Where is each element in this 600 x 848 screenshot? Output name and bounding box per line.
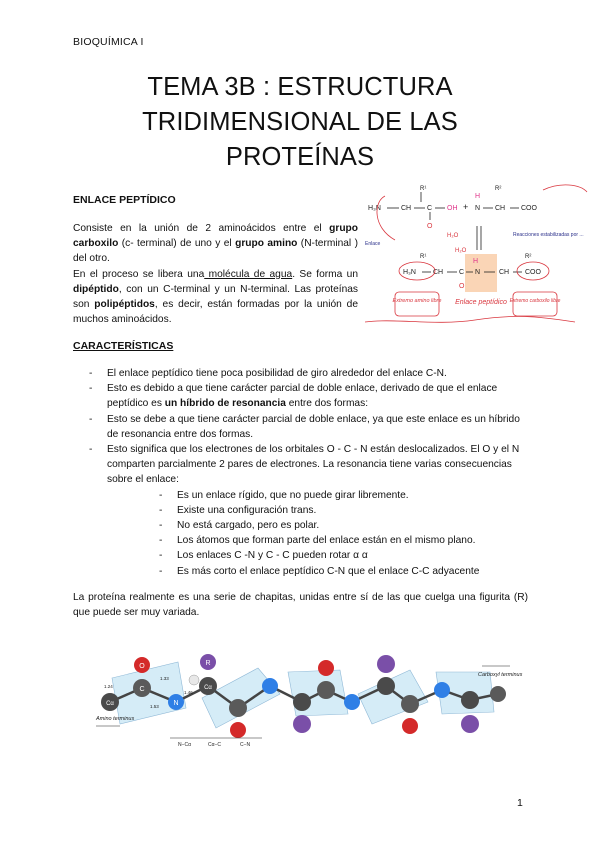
product-c: C bbox=[459, 269, 465, 276]
peptide-bond-figure bbox=[365, 180, 593, 328]
water-label-2: H₂O bbox=[455, 248, 467, 254]
list-item: - Esto es debido a que tiene carácter parcial de doble enlace, derivado de que el enlace peptídico es un híbrido de resonancia entre dos formas: bbox=[73, 381, 528, 411]
stabilization-note: Reacciones estabilizadas por ... bbox=[513, 232, 584, 238]
characteristics-list bbox=[73, 366, 528, 579]
water-label-1: H₂O bbox=[447, 233, 459, 239]
product-ch-2: CH bbox=[499, 269, 510, 276]
page-header: BIOQUÍMICA I bbox=[73, 36, 144, 48]
sub-list-item: - Es más corto el enlace peptídico C-N que el enlace C-C adyacente bbox=[107, 564, 528, 579]
title-line-3: PROTEÍNAS bbox=[225, 143, 375, 171]
sub-list-item: - Existe una configuración trans. bbox=[107, 503, 528, 518]
protein-paragraph: La proteína realmente es una serie de chapitas, unidas entre sí de las que cuelga una figurita (R) que puede ser muy variada. bbox=[73, 592, 528, 619]
intro-paragraph-2: En el proceso se libera una molécula de agua. Se forma un dipéptido, con un C-terminal y un N-terminal. Las proteínas son polipéptidos, es decir, están formadas por la unión de muchos aminoácidos. bbox=[73, 268, 359, 326]
section-heading-caracteristicas: CARACTERÍSTICAS bbox=[73, 340, 174, 352]
atom-o-1: O bbox=[139, 663, 145, 670]
measure-2: 1.53 bbox=[150, 704, 159, 709]
list-item: - El enlace peptídico tiene poca posibilidad de giro alrededor del enlace C-N. bbox=[73, 366, 528, 381]
page-title bbox=[60, 70, 540, 175]
sub-list-item: - No está cargado, pero es polar. bbox=[107, 518, 528, 533]
atom-r-1: R bbox=[205, 660, 211, 667]
section-heading-enlace: ENLACE PEPTÍDICO bbox=[73, 194, 176, 206]
intro-text bbox=[73, 221, 358, 327]
product-ch: CH bbox=[433, 269, 444, 276]
product-h3n: H₃N bbox=[403, 269, 416, 276]
sub-list-item: - Es un enlace rígido, que no puede girar libremente. bbox=[107, 488, 528, 503]
reaction-plus: + bbox=[463, 202, 469, 212]
measure-3: 1.46 bbox=[184, 690, 193, 695]
label-c-n: C−N bbox=[240, 742, 251, 748]
consequences-list bbox=[107, 488, 528, 579]
atom-c-1: C bbox=[139, 686, 145, 693]
reactant-h3n: H₃N bbox=[368, 205, 381, 212]
side-note: Enlace bbox=[365, 241, 381, 247]
title-line-2: TRIDIMENSIONAL DE LAS bbox=[142, 108, 458, 136]
product-r1-label: R¹ bbox=[420, 254, 427, 260]
box-carboxyl-label: Extremo carboxilo libre bbox=[509, 298, 561, 304]
list-item: - Esto significa que los electrones de los orbitales O - C - N están deslocalizados. El O y el N comparten parcialmente 2 pares de electrones. La resonancia tiene varias consecuencias sobre el enlace: - Es un enlace rígido, que no puede girar libremente. - Existe una configuración trans. - No está cargado, pero es polar. - Los átomos que forman parte del enlace están en el mismo plano. - Los enlaces C -N y C - C pueden rotar α α - Es más corto el enlace peptídico C-N que el enlace C-C adyacente bbox=[73, 442, 528, 579]
product-coo: COO bbox=[525, 269, 541, 276]
reactant-o: O bbox=[427, 223, 433, 230]
measure-4: 1.33 bbox=[160, 676, 169, 681]
reactant-r1-label: R¹ bbox=[420, 186, 427, 192]
product-r2-label: R² bbox=[525, 254, 532, 260]
intro-paragraph-1: Consiste en la unión de 2 aminoácidos entre el grupo carboxilo (c- terminal) de uno y el grupo amino (N-terminal ) del otro. bbox=[73, 223, 359, 265]
polypeptide-chain-figure bbox=[90, 650, 525, 750]
atom-ca-1: Cα bbox=[106, 701, 114, 707]
reactant-n: N bbox=[475, 205, 481, 212]
reactant-c: C bbox=[427, 205, 433, 212]
reactant-ch-2: CH bbox=[495, 205, 506, 212]
list-item: - Esto se debe a que tiene carácter parcial de doble enlace, ya que este enlace es un híbrido de resonancia entre dos formas. bbox=[73, 412, 528, 442]
title-line-1: TEMA 3B : ESTRUCTURA bbox=[147, 73, 453, 101]
reactant-ch: CH bbox=[401, 205, 412, 212]
product-h: H bbox=[473, 258, 479, 265]
label-n-ca: N−Cα bbox=[178, 742, 192, 748]
product-n: N bbox=[475, 269, 481, 276]
sub-list-item: - Los átomos que forman parte del enlace están en el mismo plano. bbox=[107, 533, 528, 548]
box-amino-label: Extremo amino libre bbox=[392, 298, 442, 304]
reactant-oh: OH bbox=[447, 205, 458, 212]
carboxyl-terminus-label: Carboxyl terminus bbox=[478, 672, 523, 678]
sub-list-item: - Los enlaces C -N y C - C pueden rotar α α bbox=[107, 548, 528, 563]
measure-1: 1.24 bbox=[104, 684, 113, 689]
reactant-r2-label: R² bbox=[495, 186, 502, 192]
atom-n-1: N bbox=[173, 700, 179, 707]
label-ca-c: Cα−C bbox=[208, 742, 222, 748]
product-o: O bbox=[459, 283, 465, 290]
amino-terminus-label: Amino terminus bbox=[96, 716, 135, 722]
box-bond-label: Enlace peptídico bbox=[455, 299, 507, 306]
reactant-h: H bbox=[475, 193, 481, 200]
atom-ca-2: Cα bbox=[204, 685, 212, 691]
page-number: 1 bbox=[517, 797, 523, 809]
reactant-coo: COO bbox=[521, 205, 537, 212]
